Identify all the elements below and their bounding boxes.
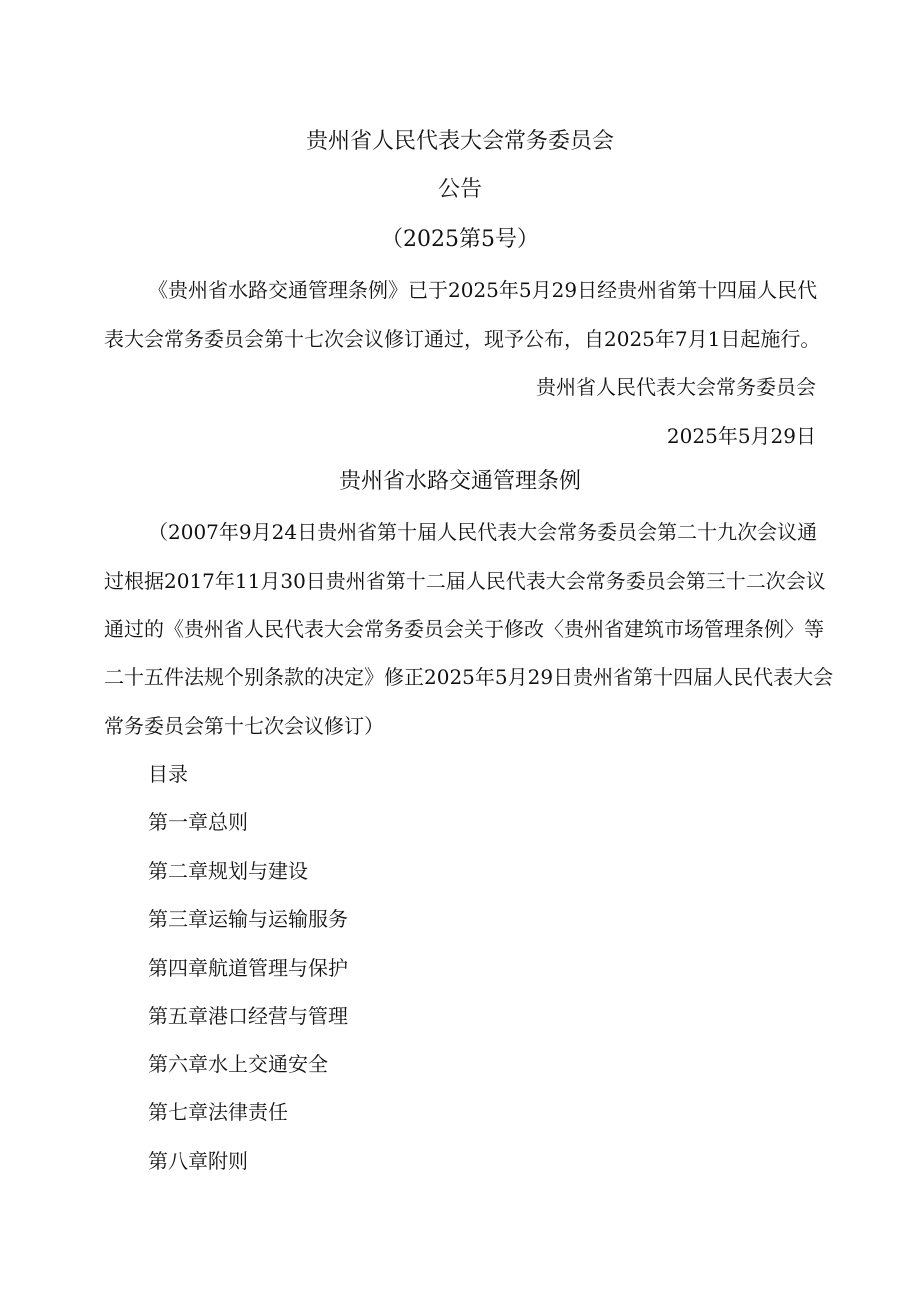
notice-type: 公告 (437, 177, 482, 202)
notice-body-line-1: 《贵州省水路交通管理条例》已于2025年5月29日经贵州省第十四届人民代 (148, 278, 818, 302)
toc-item: 第五章港口经营与管理 (148, 1004, 348, 1028)
toc-item: 第四章航道管理与保护 (148, 956, 348, 980)
regulation-history-line: 二十五件法规个别条款的决定》修正2025年5月29日贵州省第十四届人民代表大会 (104, 665, 834, 689)
toc-item: 第三章运输与运输服务 (148, 907, 348, 931)
notice-issuer: 贵州省人民代表大会常务委员会 (305, 129, 614, 154)
regulation-history-line: 常务委员会第十七次会议修订） (104, 714, 384, 738)
toc-item: 第七章法律责任 (148, 1100, 288, 1124)
toc-heading: 目录 (148, 762, 188, 786)
notice-number: （2025第5号） (381, 227, 539, 252)
toc-item: 第二章规划与建设 (148, 859, 308, 883)
toc-item: 第一章总则 (148, 810, 248, 834)
regulation-history-line: 通过的《贵州省人民代表大会常务委员会关于修改〈贵州省建筑市场管理条例〉等 (104, 617, 824, 641)
regulation-history-line: （2007年9月24日贵州省第十届人民代表大会常务委员会第二十九次会议通 (148, 520, 818, 544)
regulation-title: 贵州省水路交通管理条例 (338, 469, 581, 494)
regulation-history-line: 过根据2017年11月30日贵州省第十二届人民代表大会常务委员会第三十二次会议 (104, 569, 826, 593)
notice-date: 2025年5月29日 (666, 424, 816, 448)
notice-body-line-2: 表大会常务委员会第十七次会议修订通过，现予公布，自2025年7月1日起施行。 (104, 327, 821, 351)
toc-item: 第八章附则 (148, 1149, 248, 1173)
toc-item: 第六章水上交通安全 (148, 1052, 328, 1076)
notice-signature: 贵州省人民代表大会常务委员会 (536, 375, 816, 399)
